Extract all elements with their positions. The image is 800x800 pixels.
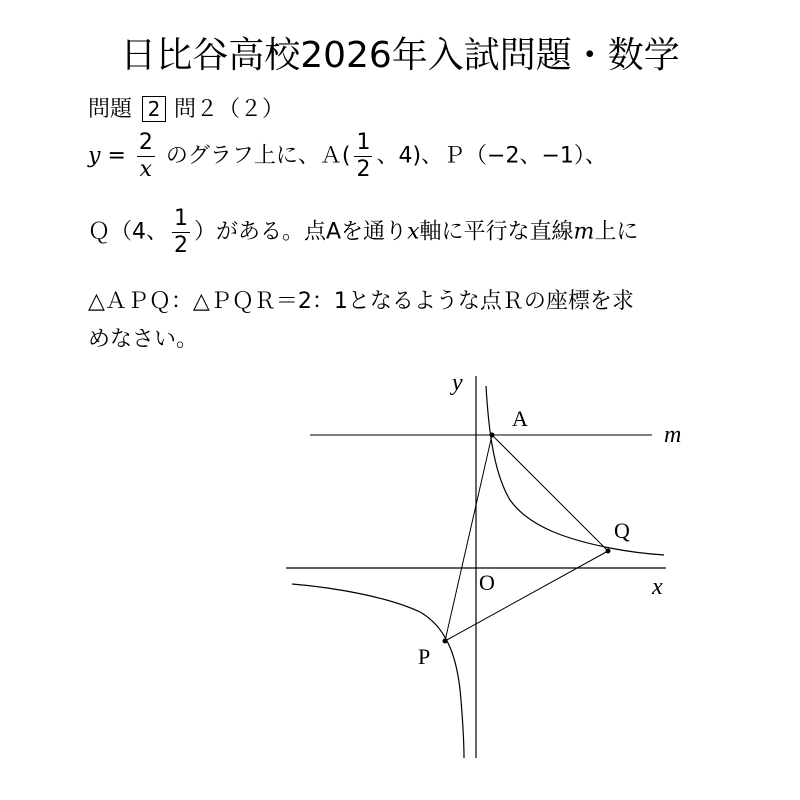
point-p-label: P [418, 644, 431, 669]
line2-text-a: Ｑ（4、 [88, 219, 168, 245]
point-q-numerator: 1 [174, 206, 188, 231]
point-q-dot [606, 549, 611, 554]
point-q-label: Q [614, 518, 630, 543]
point-a-numerator: 1 [356, 130, 371, 155]
problem-label: 問題 [88, 97, 133, 122]
problem-number-box: 2 [142, 96, 166, 122]
equation-y: y [88, 143, 101, 169]
point-a-label: A [512, 406, 528, 431]
line1-text-b: 、4)、Ｐ（−2、−1）、 [376, 143, 607, 169]
equation-numerator: 2 [138, 130, 153, 155]
problem-line-4: めなさい。 [88, 327, 199, 352]
segment-aq [492, 435, 608, 551]
problem-line-3: △ＡＰＱ：△ＰＱＲ＝2：1となるような点Ｒの座標を求 [88, 289, 634, 314]
line2-text-d: 上に [594, 219, 639, 245]
point-q-denominator: 2 [174, 233, 188, 258]
point-a-denominator: 2 [356, 157, 371, 182]
equation-denominator: x [139, 157, 153, 182]
point-p-dot [443, 639, 448, 644]
line-m-label: m [664, 422, 682, 448]
line2-m-variable: m [573, 219, 595, 245]
x-axis-label: x [652, 574, 663, 600]
line2-text-b: ）がある。点Aを通り [194, 219, 408, 245]
page-title: 日比谷高校2026年入試問題・数学 [120, 35, 680, 76]
segment-pq [445, 551, 608, 641]
line1-text-a: のグラフ上に、Ａ( [165, 143, 351, 169]
sub-question-label: 問２（２） [174, 97, 285, 122]
y-axis-label: y [452, 370, 463, 396]
line2-text-c: 軸に平行な直線 [419, 219, 574, 245]
line2-x-variable: x [407, 219, 420, 245]
origin-label: O [479, 570, 495, 595]
hyperbola-branch-negative [292, 584, 464, 758]
segment-ap [445, 435, 492, 641]
point-a-dot [490, 433, 495, 438]
equation-equals: = [107, 143, 126, 169]
